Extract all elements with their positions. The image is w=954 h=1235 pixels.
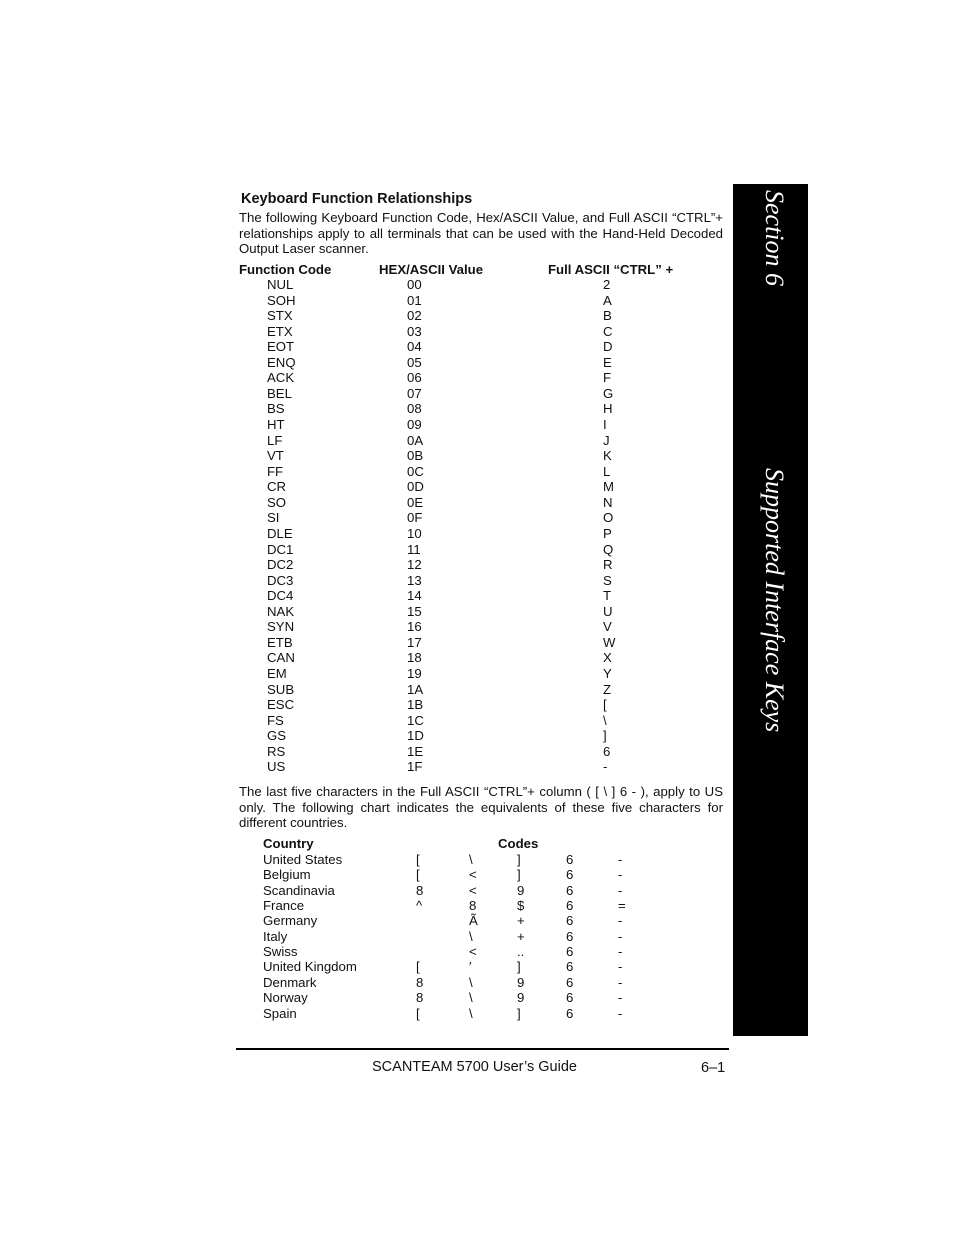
code-cell: 8 [416, 974, 424, 990]
hex-value-cell: 00 [407, 277, 422, 292]
hex-value-cell: 17 [407, 634, 422, 650]
hex-value-cell: 02 [407, 308, 422, 324]
hex-value-cell: 0E [407, 494, 424, 510]
hex-value-cell: 05 [407, 354, 422, 370]
function-code-cell: LF [267, 432, 283, 448]
table-row [0, 557, 954, 573]
table-row [0, 510, 954, 526]
table-row [0, 293, 954, 309]
note-paragraph: The last five characters in the Full ASCII “CTRL”+ column ( [ \ ] 6 - ), apply to US only. The following chart indicates the equivalents of these five characters for different countries. [239, 784, 723, 831]
footer-rule [236, 1048, 729, 1050]
code-cell: < [469, 867, 477, 883]
hex-value-cell: 09 [407, 417, 422, 433]
code-cell: \ [469, 852, 473, 867]
ctrl-char-cell: J [603, 432, 610, 448]
function-code-cell: EOT [267, 339, 295, 355]
function-code-cell: NAK [267, 603, 295, 619]
code-cell: - [618, 959, 623, 975]
country-name: United States [263, 852, 343, 867]
table-row [0, 448, 954, 464]
function-code-cell: ACK [267, 370, 295, 386]
ctrl-char-cell: B [603, 308, 612, 324]
table-row [0, 542, 954, 558]
function-code-cell: RS [267, 743, 286, 759]
code-cell: 6 [566, 944, 574, 960]
code-cell: 8 [416, 990, 424, 1006]
table-row [0, 324, 954, 340]
function-code-cell: CR [267, 479, 287, 495]
hex-value-cell: 0C [407, 463, 424, 479]
code-cell: 9 [517, 882, 525, 898]
function-code-cell: CAN [267, 650, 295, 666]
hex-value-cell: 01 [407, 292, 422, 308]
code-cell: \ [469, 1005, 473, 1021]
code-cell: 8 [416, 882, 424, 898]
code-cell: [ [416, 959, 420, 975]
section-label: Section 6 [760, 190, 789, 287]
code-cell: .. [517, 944, 525, 960]
code-cell: < [469, 944, 477, 960]
code-cell: 6 [566, 867, 574, 883]
hex-value-cell: 03 [407, 323, 422, 339]
table-row [0, 650, 954, 666]
code-cell: \ [469, 990, 473, 1006]
table-row [0, 759, 954, 775]
ctrl-char-cell: - [603, 759, 608, 775]
ctrl-char-cell: V [603, 619, 612, 635]
code-cell: ] [517, 1005, 521, 1021]
function-code-cell: HT [267, 417, 285, 433]
function-code-cell: BEL [267, 385, 292, 401]
function-code-cell: DLE [267, 525, 293, 541]
list-item [0, 990, 954, 1005]
code-cell: - [618, 944, 623, 960]
table-row [0, 697, 954, 713]
ctrl-char-cell: C [603, 323, 613, 339]
ctrl-char-cell: T [603, 588, 612, 604]
table-row [0, 355, 954, 371]
hex-value-cell: 1A [407, 681, 424, 697]
country-name: Germany [263, 913, 318, 929]
function-code-cell: DC2 [267, 557, 294, 573]
code-cell: [ [416, 867, 420, 883]
function-code-cell: SI [267, 510, 280, 526]
page-number: 6–1 [701, 1060, 726, 1076]
code-cell: ^ [416, 898, 423, 914]
table-row [0, 744, 954, 760]
country-name: Swiss [263, 944, 298, 960]
hex-value-cell: 11 [407, 541, 421, 557]
country-name: Spain [263, 1005, 297, 1021]
page-heading: Keyboard Function Relationships [241, 191, 473, 207]
code-cell: [ [416, 1005, 420, 1021]
list-item [0, 898, 954, 913]
function-code-cell: DC4 [267, 588, 294, 604]
code-cell: ] [517, 867, 521, 883]
list-item [0, 944, 954, 959]
table-row [0, 682, 954, 698]
code-cell: $ [517, 898, 525, 914]
hex-value-cell: 1B [407, 697, 424, 713]
list-item [0, 913, 954, 928]
function-code-cell: SYN [267, 619, 295, 635]
function-code-cell: SOH [267, 292, 296, 308]
ctrl-char-cell: K [603, 448, 612, 464]
table-row [0, 401, 954, 417]
hex-value-cell: 07 [407, 385, 422, 401]
ctrl-char-cell: L [603, 463, 611, 479]
hex-value-cell: 16 [407, 619, 422, 635]
code-cell: 6 [566, 898, 574, 914]
code-cell: + [517, 928, 525, 944]
ctrl-char-cell: X [603, 650, 612, 666]
function-code-cell: VT [267, 448, 284, 464]
code-cell: 8 [469, 898, 477, 914]
section-title: Supported Interface Keys [760, 468, 789, 733]
hex-value-cell: 14 [407, 588, 422, 604]
table-row [0, 433, 954, 449]
function-code-cell: ESC [267, 697, 295, 713]
function-code-cell: BS [267, 401, 285, 417]
table-row [0, 573, 954, 589]
code-cell: 6 [566, 913, 574, 929]
hex-value-cell: 15 [407, 603, 422, 619]
code-cell: - [618, 1005, 623, 1021]
ctrl-char-cell: I [603, 417, 607, 433]
header-country: Country [263, 836, 314, 851]
list-item [0, 929, 954, 944]
code-cell: - [618, 928, 623, 944]
hex-value-cell: 04 [407, 339, 422, 355]
country-name: United Kingdom [263, 959, 357, 975]
code-cell: 6 [566, 959, 574, 975]
list-item [0, 867, 954, 882]
code-cell: - [618, 867, 623, 883]
code-cell: - [618, 852, 623, 867]
table-row [0, 417, 954, 433]
table-row [0, 277, 954, 293]
table-row [0, 479, 954, 495]
country-name: Norway [263, 990, 308, 1006]
function-code-cell: DC1 [267, 541, 294, 557]
code-cell: 6 [566, 882, 574, 898]
ctrl-char-cell: R [603, 557, 613, 573]
code-cell: - [618, 882, 623, 898]
table-row [0, 588, 954, 604]
hex-value-cell: 0D [407, 479, 424, 495]
ctrl-char-cell: Z [603, 681, 612, 697]
ctrl-char-cell: M [603, 479, 614, 495]
hex-value-cell: 13 [407, 572, 422, 588]
table-row [0, 619, 954, 635]
country-name: France [263, 898, 305, 914]
hex-value-cell: 0A [407, 432, 424, 448]
country-name: Scandinavia [263, 882, 335, 898]
function-code-cell: NUL [267, 277, 294, 292]
code-cell: \ [469, 974, 473, 990]
hex-value-cell: 06 [407, 370, 422, 386]
function-code-cell: SO [267, 494, 287, 510]
function-code-cell: ENQ [267, 354, 296, 370]
hex-value-cell: 1C [407, 712, 424, 728]
table-row [0, 308, 954, 324]
code-cell: 6 [566, 928, 574, 944]
function-code-cell: ETB [267, 634, 293, 650]
hex-value-cell: 1D [407, 728, 424, 744]
table-row [0, 635, 954, 651]
list-item [0, 959, 954, 974]
ctrl-char-cell: \ [603, 712, 607, 728]
ctrl-char-cell: F [603, 370, 612, 386]
code-cell: = [618, 898, 626, 914]
table-row [0, 370, 954, 386]
function-code-cell: GS [267, 728, 287, 744]
ctrl-char-cell: ] [603, 728, 607, 744]
hex-value-cell: 12 [407, 557, 422, 573]
function-code-cell: SUB [267, 681, 295, 697]
table-row [0, 526, 954, 542]
table-row [0, 604, 954, 620]
table-row [0, 728, 954, 744]
ctrl-char-cell: N [603, 494, 613, 510]
table-row [0, 464, 954, 480]
ctrl-char-cell: Y [603, 666, 612, 681]
code-cell: 6 [566, 1005, 574, 1021]
ctrl-char-cell: 2 [603, 277, 611, 292]
code-cell: Ã [469, 913, 478, 929]
list-item [0, 852, 954, 867]
footer-title: SCANTEAM 5700 User’s Guide [372, 1059, 577, 1075]
hex-value-cell: 0B [407, 448, 424, 464]
ctrl-char-cell: W [603, 634, 616, 650]
code-cell: \ [469, 928, 473, 944]
ctrl-char-cell: H [603, 401, 613, 417]
header-hex-value: HEX/ASCII Value [379, 262, 484, 277]
function-code-cell: US [267, 759, 286, 775]
hex-value-cell: 19 [407, 666, 422, 681]
code-cell: + [517, 913, 525, 929]
code-cell: 6 [566, 990, 574, 1006]
header-codes: Codes [498, 836, 539, 851]
ctrl-char-cell: P [603, 525, 612, 541]
ctrl-char-cell: G [603, 385, 614, 401]
list-item [0, 975, 954, 990]
ctrl-char-cell: E [603, 354, 612, 370]
header-ctrl: Full ASCII “CTRL” + [548, 262, 674, 277]
hex-value-cell: 08 [407, 401, 422, 417]
function-code-cell: ETX [267, 323, 293, 339]
ctrl-char-cell: A [603, 292, 612, 308]
ctrl-char-cell: 6 [603, 743, 611, 759]
ctrl-char-cell: Q [603, 541, 614, 557]
list-item [0, 1006, 954, 1021]
function-code-cell: FF [267, 463, 284, 479]
ctrl-char-cell: U [603, 603, 613, 619]
code-cell: 9 [517, 974, 525, 990]
table-row [0, 339, 954, 355]
code-cell: 6 [566, 974, 574, 990]
code-cell: 6 [566, 852, 574, 867]
intro-paragraph: The following Keyboard Function Code, Hex/ASCII Value, and Full ASCII “CTRL”+ relationships apply to all terminals that can be used with the Hand-Held Decoded Output Laser scanner. [239, 210, 723, 257]
table-row [0, 386, 954, 402]
hex-value-cell: 10 [407, 525, 422, 541]
code-cell: [ [416, 852, 420, 867]
function-code-cell: DC3 [267, 572, 294, 588]
function-code-cell: STX [267, 308, 293, 324]
table-row [0, 495, 954, 511]
country-name: Denmark [263, 974, 317, 990]
hex-value-cell: 0F [407, 510, 423, 526]
code-cell: - [618, 974, 623, 990]
code-cell: - [618, 913, 623, 929]
table-row [0, 666, 954, 682]
code-cell: ] [517, 959, 521, 975]
ctrl-char-cell: [ [603, 697, 607, 713]
table-row [0, 713, 954, 729]
country-name: Italy [263, 928, 288, 944]
code-cell: - [618, 990, 623, 1006]
code-cell: 9 [517, 990, 525, 1006]
header-function-code: Function Code [239, 262, 332, 277]
hex-value-cell: 1E [407, 743, 424, 759]
country-name: Belgium [263, 867, 311, 883]
hex-value-cell: 1F [407, 759, 423, 775]
ctrl-char-cell: D [603, 339, 613, 355]
code-cell: < [469, 882, 477, 898]
function-code-cell: FS [267, 712, 284, 728]
code-cell: ′ [469, 959, 472, 975]
list-item [0, 883, 954, 898]
code-cell: ] [517, 852, 521, 867]
ctrl-char-cell: O [603, 510, 614, 526]
hex-value-cell: 18 [407, 650, 422, 666]
function-code-cell: EM [267, 666, 287, 681]
ctrl-char-cell: S [603, 572, 612, 588]
